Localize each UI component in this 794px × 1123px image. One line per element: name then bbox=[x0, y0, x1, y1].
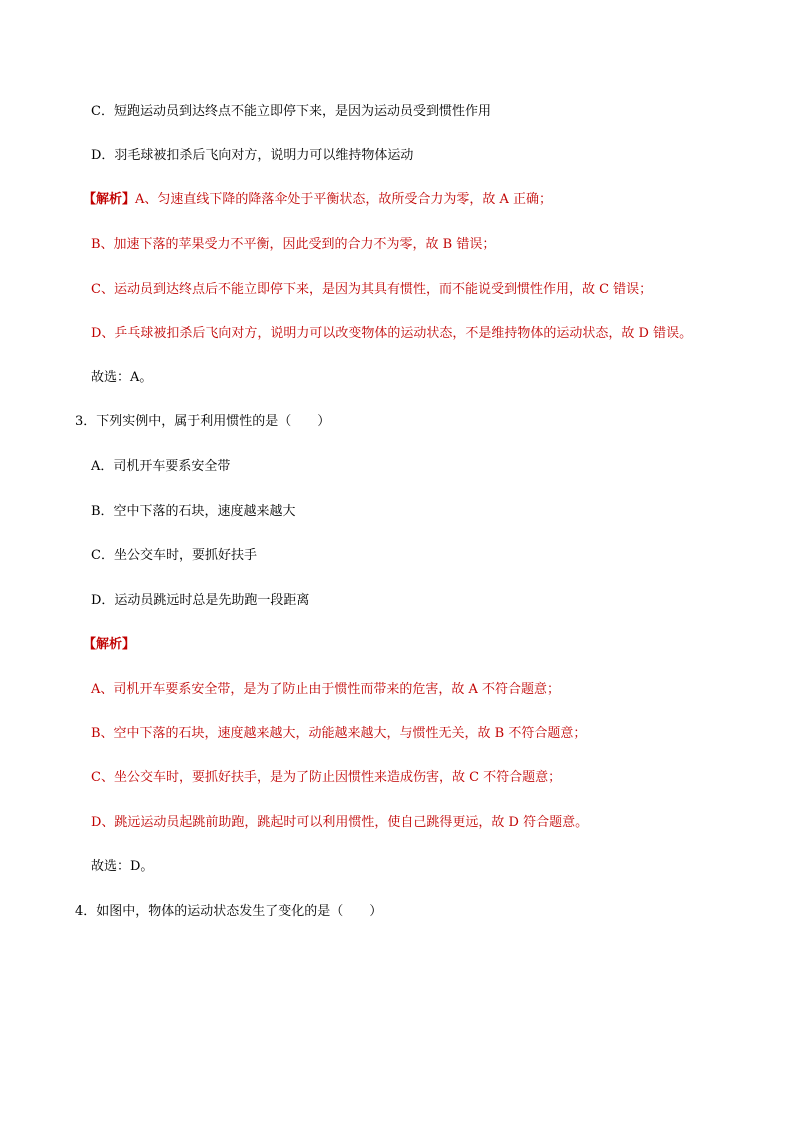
q2-option-d: D．羽毛球被扣杀后飞向对方，说明力可以维持物体运动 bbox=[91, 148, 414, 163]
q2-analysis-a-line bbox=[83, 191, 552, 209]
q3-analysis-tag-line bbox=[83, 636, 135, 654]
q3-option-b: B．空中下落的石块，速度越来越大 bbox=[91, 504, 296, 519]
q3-analysis-a: A、司机开车要系安全带，是为了防止由于惯性而带来的危害，故 A 不符合题意； bbox=[91, 682, 561, 697]
q2-analysis-tag: 【解析】 bbox=[83, 192, 136, 207]
q3-stem: 3．下列实例中，属于利用惯性的是（ ） bbox=[75, 414, 331, 429]
q3-analysis-tag: 【解析】 bbox=[83, 637, 136, 652]
q3-option-c: C．坐公交车时，要抓好扶手 bbox=[91, 548, 257, 563]
q2-analysis-b: B、加速下落的苹果受力不平衡，因此受到的合力不为零，故 B 错误； bbox=[91, 237, 496, 252]
q2-analysis-c: C、运动员到达终点后不能立即停下来，是因为其具有惯性，而不能说受到惯性作用，故 C 错误； bbox=[91, 282, 653, 297]
q4-stem: 4．如图中，物体的运动状态发生了变化的是（ ） bbox=[75, 904, 383, 919]
q3-analysis-d: D、跳远运动员起跳前助跑，跳起时可以利用惯性，使自己跳得更远，故 D 符合题意。 bbox=[91, 815, 589, 830]
q3-analysis-b: B、空中下落的石块，速度越来越大，动能越来越大，与惯性无关，故 B 不符合题意； bbox=[91, 726, 587, 741]
q3-analysis-c: C、坐公交车时，要抓好扶手，是为了防止因惯性来造成伤害，故 C 不符合题意； bbox=[91, 770, 562, 785]
q2-analysis-d: D、乒乓球被扣杀后飞向对方，说明力可以改变物体的运动状态，不是维持物体的运动状态，故 D 错误。 bbox=[91, 326, 693, 341]
q2-analysis-a: A、匀速直线下降的降落伞处于平衡状态，故所受合力为零，故 A 正确； bbox=[135, 192, 553, 207]
q2-answer: 故选：A。 bbox=[91, 370, 153, 385]
q3-option-a: A．司机开车要系安全带 bbox=[91, 459, 231, 474]
q3-option-d: D．运动员跳远时总是先助跑一段距离 bbox=[91, 593, 310, 608]
q3-answer: 故选：D。 bbox=[91, 859, 154, 874]
q2-option-c: C．短跑运动员到达终点不能立即停下来，是因为运动员受到惯性作用 bbox=[91, 104, 491, 119]
